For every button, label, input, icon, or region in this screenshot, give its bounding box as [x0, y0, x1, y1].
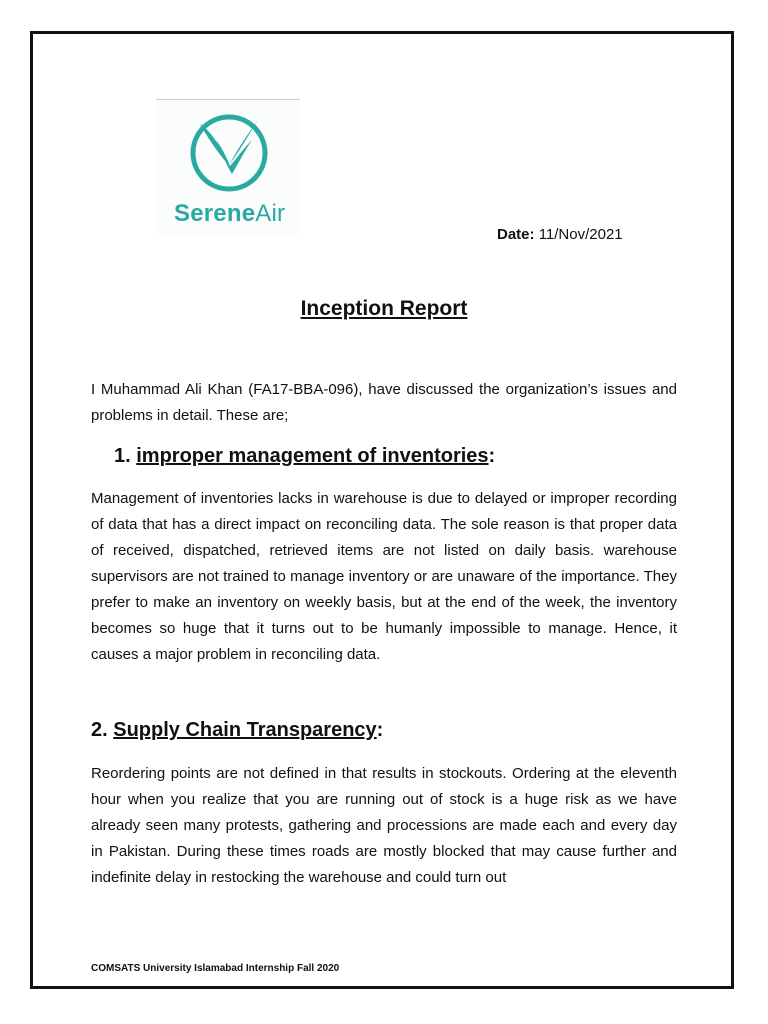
date-value: 11/Nov/2021 [538, 226, 623, 243]
logo-word-air: Air [255, 200, 286, 227]
logo-wordmark [174, 200, 304, 228]
serene-air-logo [156, 99, 300, 236]
section-1-heading [114, 445, 495, 468]
section-1-title: improper management of inventories [136, 445, 489, 467]
section-2-number: 2. [91, 719, 108, 741]
section-2-title: Supply Chain Transparency [113, 719, 377, 741]
footer-text: COMSATS University Islamabad Internship Fall 2020 [91, 963, 340, 974]
section-2-body: Reordering points are not defined in that results in stockouts. Ordering at the eleventh hour when you realize that you are running out of stock is a huge risk as we have already seen many protests, gathering and processions are made each and every day in Pakistan. During these times roads are mostly blocked that may cause further and indefinite delay in restocking the warehouse and could turn out [91, 765, 677, 886]
section-2-colon: : [376, 719, 384, 741]
section-1-body: Management of inventories lacks in warehouse is due to delayed or improper recording of data that has a direct impact on reconciling data. The sole reason is that proper data of received, dispatched, retrieved items are not listed on daily basis. warehouse supervisors are not trained to manage inventory or are unaware of the importance. They prefer to make an inventory on weekly basis, but at the end of the week, the inventory becomes so huge that it turns out to be humanly impossible to manage. Hence, it causes a major problem in reconciling data. [91, 490, 677, 663]
bird-logo-icon [186, 110, 272, 196]
section-1-colon: : [488, 445, 496, 467]
intro-paragraph: I Muhammad Ali Khan (FA17-BBA-096), have discussed the organization’s issues and problems in detail. These are; [91, 381, 677, 424]
section-1-number: 1. [114, 445, 131, 467]
section-2-heading [91, 719, 383, 742]
logo-word-serene: Serene [174, 200, 256, 227]
date-line [497, 226, 623, 243]
date-label: Date: [497, 226, 535, 243]
page-title: Inception Report [300, 297, 468, 320]
